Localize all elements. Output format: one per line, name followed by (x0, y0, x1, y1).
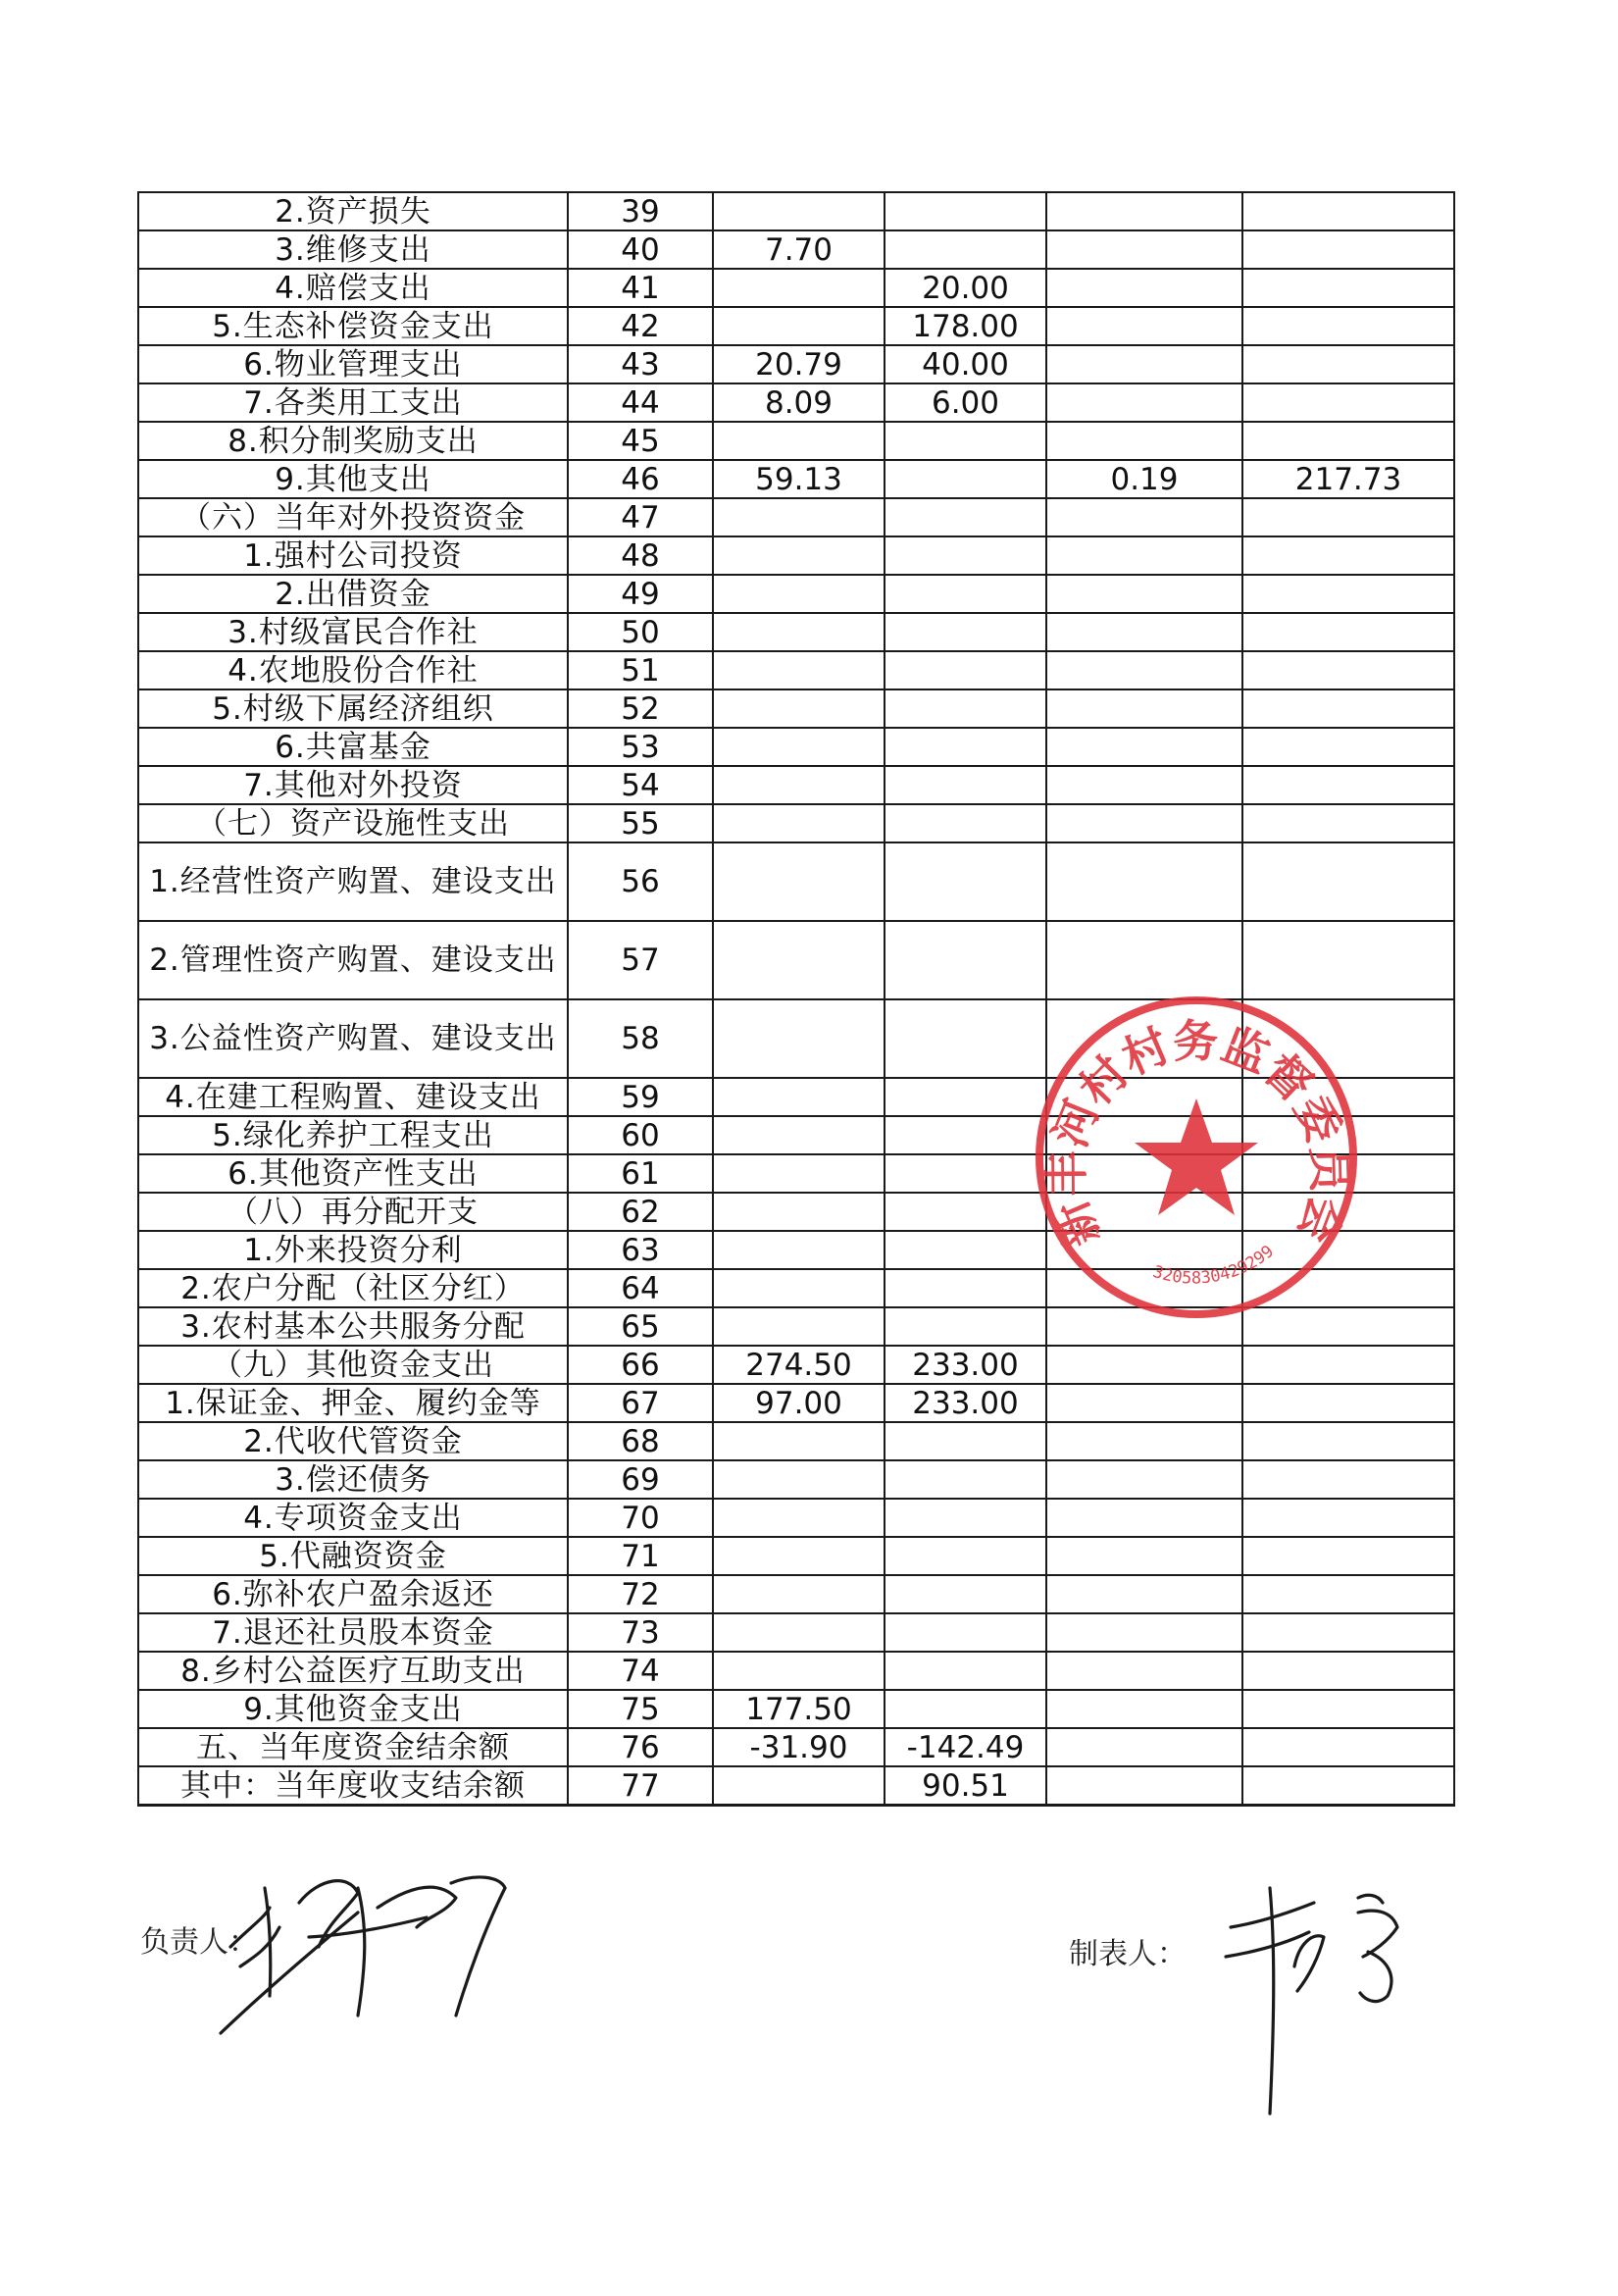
value-cell-c4 (1242, 1575, 1454, 1613)
row-number: 44 (568, 383, 713, 422)
value-cell-c4 (1242, 422, 1454, 460)
value-cell-c1 (713, 1766, 885, 1806)
table-row (138, 921, 1454, 999)
row-number: 49 (568, 575, 713, 613)
value-cell-c3 (1046, 498, 1242, 536)
value-cell-c1 (713, 651, 885, 689)
row-number: 64 (568, 1269, 713, 1307)
row-item-name: 4.专项资金支出 (138, 1499, 568, 1537)
table-row (138, 1613, 1454, 1652)
value-cell-c2 (885, 230, 1046, 269)
value-cell-c4 (1242, 1537, 1454, 1575)
value-cell-c2 (885, 422, 1046, 460)
row-item-name: 2.代收代管资金 (138, 1422, 568, 1460)
row-item-name: 3.偿还债务 (138, 1460, 568, 1499)
row-number: 77 (568, 1766, 713, 1806)
value-cell-c3 (1046, 230, 1242, 269)
value-cell-c4 (1242, 1613, 1454, 1652)
value-cell-c3 (1046, 1613, 1242, 1652)
preparer-label: 制表人： (1069, 1937, 1187, 1971)
value-cell-c4 (1242, 1460, 1454, 1499)
row-item-name: 8.乡村公益医疗互助支出 (138, 1652, 568, 1690)
value-cell-c3 (1046, 1690, 1242, 1728)
value-cell-c2 (885, 1690, 1046, 1728)
row-number: 59 (568, 1078, 713, 1116)
value-cell-c4 (1242, 728, 1454, 766)
value-cell-c2 (885, 192, 1046, 230)
value-cell-c3 (1046, 1537, 1242, 1575)
value-cell-c4 (1242, 575, 1454, 613)
value-cell-c4 (1242, 689, 1454, 728)
value-cell-c4 (1242, 269, 1454, 307)
row-item-name: （六）当年对外投资资金 (138, 498, 568, 536)
row-item-name: 2.出借资金 (138, 575, 568, 613)
row-item-name: 1.经营性资产购置、建设支出 (138, 842, 568, 921)
value-cell-c4 (1242, 766, 1454, 804)
value-cell-c2: 178.00 (885, 307, 1046, 345)
value-cell-c2 (885, 1537, 1046, 1575)
value-cell-c2 (885, 651, 1046, 689)
table-row (138, 1537, 1454, 1575)
preparer-signature (1221, 1883, 1407, 2118)
row-item-name: 2.农户分配（社区分红） (138, 1269, 568, 1307)
value-cell-c2 (885, 1231, 1046, 1269)
row-number: 39 (568, 192, 713, 230)
value-cell-c3 (1046, 536, 1242, 575)
table-row (138, 804, 1454, 842)
value-cell-c1 (713, 192, 885, 230)
value-cell-c2 (885, 1422, 1046, 1460)
row-item-name: 9.其他支出 (138, 460, 568, 498)
value-cell-c3 (1046, 766, 1242, 804)
value-cell-c4 (1242, 1766, 1454, 1806)
row-item-name: 7.退还社员股本资金 (138, 1613, 568, 1652)
row-item-name: 6.其他资产性支出 (138, 1154, 568, 1193)
row-number: 66 (568, 1346, 713, 1384)
row-number: 45 (568, 422, 713, 460)
value-cell-c3 (1046, 613, 1242, 651)
value-cell-c3 (1046, 1460, 1242, 1499)
svg-text:3205830429299 (1150, 1242, 1278, 1289)
value-cell-c3 (1046, 307, 1242, 345)
value-cell-c1 (713, 766, 885, 804)
value-cell-c3 (1046, 842, 1242, 921)
value-cell-c3 (1046, 1422, 1242, 1460)
seal-text: 新丰河村村务监督委员会 (1039, 1014, 1357, 1255)
value-cell-c3 (1046, 1575, 1242, 1613)
row-number: 58 (568, 999, 713, 1078)
row-number: 60 (568, 1116, 713, 1154)
value-cell-c1: 274.50 (713, 1346, 885, 1384)
value-cell-c1 (713, 1116, 885, 1154)
value-cell-c4 (1242, 192, 1454, 230)
table-row (138, 536, 1454, 575)
row-item-name: 2.管理性资产购置、建设支出 (138, 921, 568, 999)
row-item-name: 1.外来投资分利 (138, 1231, 568, 1269)
value-cell-c3 (1046, 269, 1242, 307)
table-row (138, 422, 1454, 460)
value-cell-c1: 97.00 (713, 1384, 885, 1422)
value-cell-c2 (885, 842, 1046, 921)
row-item-name: 2.资产损失 (138, 192, 568, 230)
row-number: 71 (568, 1537, 713, 1575)
value-cell-c3 (1046, 728, 1242, 766)
value-cell-c4 (1242, 842, 1454, 921)
value-cell-c2 (885, 804, 1046, 842)
value-cell-c4 (1242, 1422, 1454, 1460)
value-cell-c1 (713, 1499, 885, 1537)
table-row (138, 1384, 1454, 1422)
row-item-name: 4.农地股份合作社 (138, 651, 568, 689)
value-cell-c2: 20.00 (885, 269, 1046, 307)
value-cell-c1 (713, 1422, 885, 1460)
table-row (138, 230, 1454, 269)
row-number: 46 (568, 460, 713, 498)
value-cell-c4 (1242, 1346, 1454, 1384)
value-cell-c4 (1242, 613, 1454, 651)
value-cell-c2 (885, 1652, 1046, 1690)
table-row (138, 269, 1454, 307)
value-cell-c1 (713, 1537, 885, 1575)
table-row (138, 460, 1454, 498)
table-row (138, 345, 1454, 383)
row-item-name: 3.村级富民合作社 (138, 613, 568, 651)
row-item-name: （八）再分配开支 (138, 1193, 568, 1231)
row-item-name: 6.物业管理支出 (138, 345, 568, 383)
value-cell-c2 (885, 1154, 1046, 1193)
value-cell-c2 (885, 1116, 1046, 1154)
row-item-name: 5.村级下属经济组织 (138, 689, 568, 728)
value-cell-c1 (713, 1652, 885, 1690)
seal-star-icon (1135, 1098, 1258, 1215)
value-cell-c2 (885, 1193, 1046, 1231)
row-item-name: 1.强村公司投资 (138, 536, 568, 575)
table-row (138, 1766, 1454, 1806)
row-number: 65 (568, 1307, 713, 1346)
row-number: 75 (568, 1690, 713, 1728)
value-cell-c4 (1242, 1690, 1454, 1728)
table-row (138, 1346, 1454, 1384)
table-row (138, 1422, 1454, 1460)
row-number: 40 (568, 230, 713, 269)
value-cell-c3: 0.19 (1046, 460, 1242, 498)
value-cell-c4 (1242, 536, 1454, 575)
value-cell-c2 (885, 689, 1046, 728)
value-cell-c2: -142.49 (885, 1728, 1046, 1766)
value-cell-c1 (713, 999, 885, 1078)
value-cell-c1 (713, 536, 885, 575)
row-item-name: 8.积分制奖励支出 (138, 422, 568, 460)
seal-code: 3205830429299 (1150, 1241, 1279, 1289)
table-row (138, 1575, 1454, 1613)
value-cell-c1 (713, 1613, 885, 1652)
responsible-signature (211, 1868, 515, 2040)
row-item-name: 5.生态补偿资金支出 (138, 307, 568, 345)
row-number: 69 (568, 1460, 713, 1499)
value-cell-c1 (713, 1460, 885, 1499)
row-item-name: 5.代融资资金 (138, 1537, 568, 1575)
row-number: 53 (568, 728, 713, 766)
row-number: 52 (568, 689, 713, 728)
value-cell-c3 (1046, 1499, 1242, 1537)
value-cell-c1 (713, 1078, 885, 1116)
value-cell-c2 (885, 613, 1046, 651)
row-item-name: 9.其他资金支出 (138, 1690, 568, 1728)
value-cell-c2 (885, 1269, 1046, 1307)
value-cell-c1: 7.70 (713, 230, 885, 269)
value-cell-c1: 59.13 (713, 460, 885, 498)
row-number: 48 (568, 536, 713, 575)
value-cell-c2: 233.00 (885, 1346, 1046, 1384)
value-cell-c2: 6.00 (885, 383, 1046, 422)
value-cell-c1 (713, 804, 885, 842)
value-cell-c1 (713, 728, 885, 766)
row-number: 73 (568, 1613, 713, 1652)
table-row (138, 1728, 1454, 1766)
value-cell-c3 (1046, 345, 1242, 383)
value-cell-c4 (1242, 1499, 1454, 1537)
row-number: 54 (568, 766, 713, 804)
row-number: 50 (568, 613, 713, 651)
row-item-name: 4.在建工程购置、建设支出 (138, 1078, 568, 1116)
value-cell-c2 (885, 498, 1046, 536)
responsible-label: 负责人： (140, 1925, 258, 1960)
table-row (138, 1499, 1454, 1537)
value-cell-c1 (713, 1575, 885, 1613)
row-number: 76 (568, 1728, 713, 1766)
row-item-name: 4.赔偿支出 (138, 269, 568, 307)
value-cell-c2: 90.51 (885, 1766, 1046, 1806)
value-cell-c4 (1242, 498, 1454, 536)
value-cell-c1 (713, 1307, 885, 1346)
row-number: 42 (568, 307, 713, 345)
table-row (138, 498, 1454, 536)
table-row (138, 1460, 1454, 1499)
table-row (138, 383, 1454, 422)
value-cell-c1 (713, 1269, 885, 1307)
value-cell-c2 (885, 460, 1046, 498)
row-number: 62 (568, 1193, 713, 1231)
value-cell-c2 (885, 575, 1046, 613)
row-item-name: 6.共富基金 (138, 728, 568, 766)
value-cell-c2: 40.00 (885, 345, 1046, 383)
value-cell-c4 (1242, 651, 1454, 689)
value-cell-c1 (713, 422, 885, 460)
row-number: 72 (568, 1575, 713, 1613)
value-cell-c4 (1242, 1384, 1454, 1422)
row-item-name: 3.农村基本公共服务分配 (138, 1307, 568, 1346)
row-item-name: 其中：当年度收支结余额 (138, 1766, 568, 1806)
table-row (138, 307, 1454, 345)
row-number: 41 (568, 269, 713, 307)
value-cell-c4 (1242, 230, 1454, 269)
row-number: 57 (568, 921, 713, 999)
table-row (138, 1652, 1454, 1690)
value-cell-c1 (713, 1154, 885, 1193)
row-number: 74 (568, 1652, 713, 1690)
value-cell-c4 (1242, 1652, 1454, 1690)
value-cell-c3 (1046, 192, 1242, 230)
row-number: 63 (568, 1231, 713, 1269)
value-cell-c3 (1046, 921, 1242, 999)
value-cell-c1 (713, 1193, 885, 1231)
value-cell-c2 (885, 536, 1046, 575)
value-cell-c2 (885, 728, 1046, 766)
value-cell-c2: 233.00 (885, 1384, 1046, 1422)
row-item-name: 1.保证金、押金、履约金等 (138, 1384, 568, 1422)
value-cell-c4 (1242, 383, 1454, 422)
row-item-name: 7.其他对外投资 (138, 766, 568, 804)
value-cell-c2 (885, 766, 1046, 804)
value-cell-c3 (1046, 383, 1242, 422)
value-cell-c1 (713, 1231, 885, 1269)
table-row (138, 728, 1454, 766)
value-cell-c3 (1046, 575, 1242, 613)
value-cell-c1 (713, 613, 885, 651)
value-cell-c2 (885, 1575, 1046, 1613)
value-cell-c3 (1046, 804, 1242, 842)
table-row (138, 1690, 1454, 1728)
value-cell-c2 (885, 921, 1046, 999)
value-cell-c2 (885, 1078, 1046, 1116)
value-cell-c3 (1046, 689, 1242, 728)
row-number: 55 (568, 804, 713, 842)
value-cell-c4 (1242, 345, 1454, 383)
value-cell-c3 (1046, 422, 1242, 460)
table-row (138, 651, 1454, 689)
row-number: 61 (568, 1154, 713, 1193)
value-cell-c1 (713, 307, 885, 345)
row-number: 67 (568, 1384, 713, 1422)
value-cell-c1 (713, 921, 885, 999)
row-number: 56 (568, 842, 713, 921)
value-cell-c3 (1046, 1346, 1242, 1384)
value-cell-c1 (713, 842, 885, 921)
value-cell-c4 (1242, 804, 1454, 842)
value-cell-c3 (1046, 1652, 1242, 1690)
table-row (138, 192, 1454, 230)
table-row (138, 575, 1454, 613)
row-number: 70 (568, 1499, 713, 1537)
row-item-name: 7.各类用工支出 (138, 383, 568, 422)
row-item-name: 3.公益性资产购置、建设支出 (138, 999, 568, 1078)
value-cell-c1 (713, 689, 885, 728)
row-item-name: （七）资产设施性支出 (138, 804, 568, 842)
table-row (138, 842, 1454, 921)
value-cell-c1: 20.79 (713, 345, 885, 383)
value-cell-c2 (885, 1499, 1046, 1537)
value-cell-c4 (1242, 1728, 1454, 1766)
value-cell-c4: 217.73 (1242, 460, 1454, 498)
value-cell-c1 (713, 575, 885, 613)
value-cell-c3 (1046, 1384, 1242, 1422)
value-cell-c2 (885, 1460, 1046, 1499)
value-cell-c2 (885, 1307, 1046, 1346)
value-cell-c2 (885, 999, 1046, 1078)
row-number: 47 (568, 498, 713, 536)
row-item-name: 6.弥补农户盈余返还 (138, 1575, 568, 1613)
row-number: 51 (568, 651, 713, 689)
table-row (138, 766, 1454, 804)
value-cell-c1: -31.90 (713, 1728, 885, 1766)
row-item-name: 5.绿化养护工程支出 (138, 1116, 568, 1154)
official-seal-stamp (1035, 995, 1358, 1319)
value-cell-c4 (1242, 307, 1454, 345)
value-cell-c1 (713, 498, 885, 536)
row-number: 43 (568, 345, 713, 383)
value-cell-c3 (1046, 651, 1242, 689)
value-cell-c3 (1046, 1728, 1242, 1766)
value-cell-c1 (713, 269, 885, 307)
row-item-name: （九）其他资金支出 (138, 1346, 568, 1384)
table-row (138, 613, 1454, 651)
table-row (138, 689, 1454, 728)
value-cell-c2 (885, 1613, 1046, 1652)
row-item-name: 3.维修支出 (138, 230, 568, 269)
value-cell-c4 (1242, 921, 1454, 999)
value-cell-c1: 177.50 (713, 1690, 885, 1728)
row-item-name: 五、当年度资金结余额 (138, 1728, 568, 1766)
row-number: 68 (568, 1422, 713, 1460)
value-cell-c3 (1046, 1766, 1242, 1806)
value-cell-c1: 8.09 (713, 383, 885, 422)
